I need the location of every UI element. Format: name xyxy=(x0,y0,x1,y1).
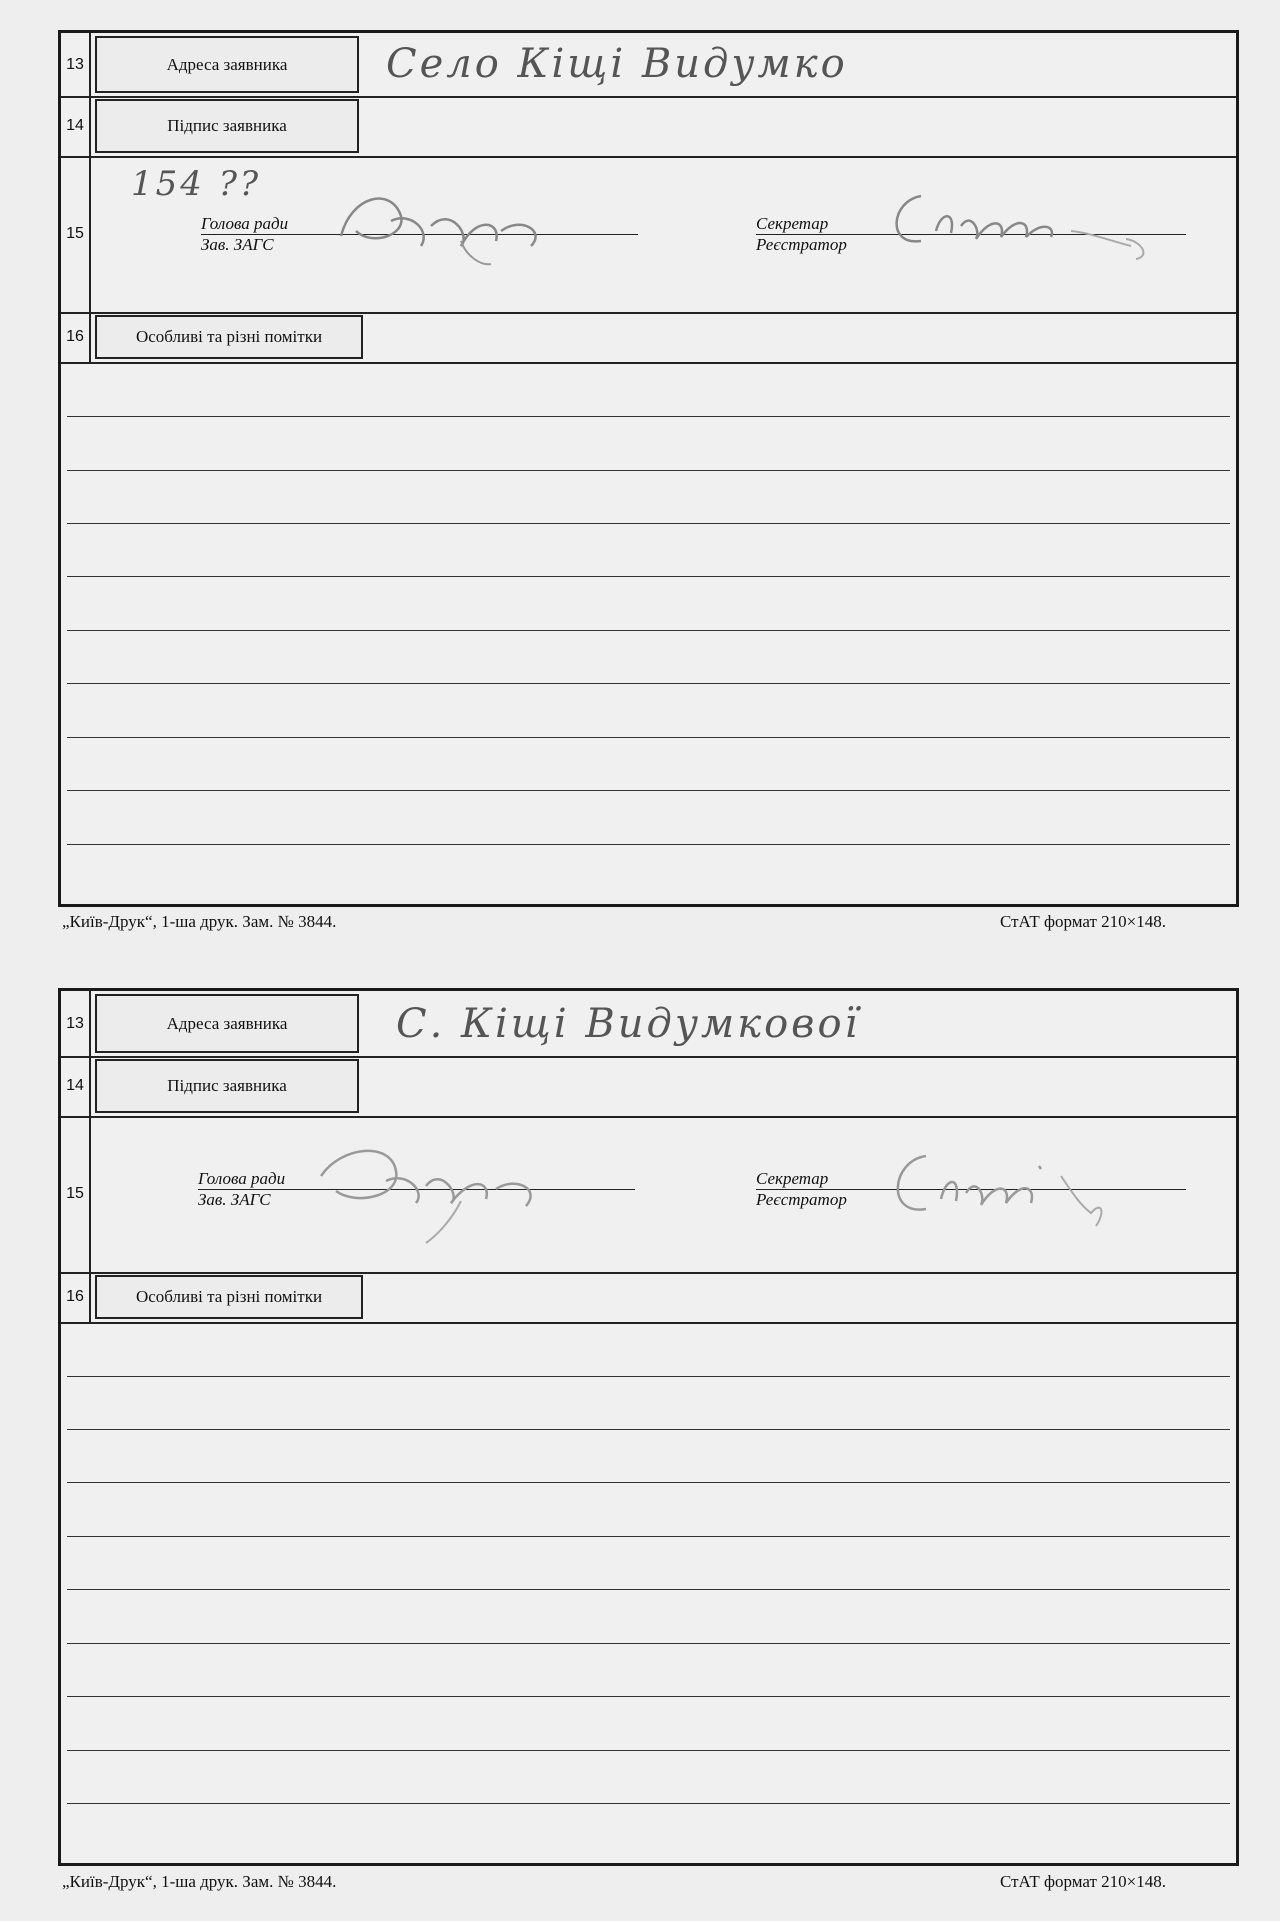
note-line xyxy=(67,1803,1230,1804)
row-14-applicant-signature xyxy=(61,96,1236,158)
row-number: 14 xyxy=(61,96,91,156)
applicant-signature-label: Підпис заявника xyxy=(95,1059,359,1113)
row-number: 16 xyxy=(61,1272,91,1322)
row-number: 16 xyxy=(61,312,91,362)
note-line xyxy=(67,416,1230,417)
note-line xyxy=(67,1750,1230,1751)
row-16-special-notes xyxy=(61,312,1236,364)
special-notes-label: Особливі та різні помітки xyxy=(95,315,363,359)
note-line xyxy=(67,683,1230,684)
applicant-address-label: Адреса заявника xyxy=(95,994,359,1053)
row-number: 15 xyxy=(61,156,91,312)
row-number: 13 xyxy=(61,33,91,96)
secretary-signature-icon xyxy=(881,171,1181,266)
applicant-address-handwritten: С. Кіщі Видумкової xyxy=(396,1001,861,1047)
row-15-officials-signatures xyxy=(61,156,1236,314)
record-number-handwritten: 154 ?? xyxy=(131,164,262,204)
row-13-applicant-address xyxy=(61,33,1236,98)
row-14-applicant-signature xyxy=(61,1056,1236,1118)
secretary-signature-icon xyxy=(881,1131,1181,1236)
head-of-council-label: Голова ради Зав. ЗАГС xyxy=(201,214,289,254)
note-line xyxy=(67,844,1230,845)
note-line xyxy=(67,630,1230,631)
secretary-label: Секретар Реєстратор xyxy=(756,214,847,254)
special-notes-label: Особливі та різні помітки xyxy=(95,1275,363,1319)
registration-form-top xyxy=(58,30,1239,907)
note-line xyxy=(67,1643,1230,1644)
note-line xyxy=(67,790,1230,791)
row-number: 15 xyxy=(61,1116,91,1272)
applicant-signature-label: Підпис заявника xyxy=(95,99,359,153)
note-line xyxy=(67,1376,1230,1377)
note-line xyxy=(67,1482,1230,1483)
note-line xyxy=(67,1429,1230,1430)
printer-imprint: „Київ-Друк“, 1-ша друк. Зам. № 3844. xyxy=(62,1872,337,1891)
row-number: 14 xyxy=(61,1056,91,1116)
registration-form-bottom xyxy=(58,988,1239,1866)
note-line xyxy=(67,1589,1230,1590)
row-15-officials-signatures xyxy=(61,1116,1236,1274)
note-line xyxy=(67,576,1230,577)
printer-imprint: „Київ-Друк“, 1-ша друк. Зам. № 3844. xyxy=(62,912,337,931)
row-16-special-notes xyxy=(61,1272,1236,1324)
form-format-label: СтАТ формат 210×148. xyxy=(1000,912,1166,931)
head-signature-icon xyxy=(301,1131,581,1251)
row-13-applicant-address xyxy=(61,991,1236,1058)
row-number: 13 xyxy=(61,991,91,1056)
note-line xyxy=(67,737,1230,738)
applicant-address-label: Адреса заявника xyxy=(95,36,359,93)
note-line xyxy=(67,470,1230,471)
note-line xyxy=(67,523,1230,524)
note-line xyxy=(67,1696,1230,1697)
secretary-label: Секретар Реєстратор xyxy=(756,1169,847,1209)
head-of-council-label: Голова ради Зав. ЗАГС xyxy=(198,1169,286,1209)
head-signature-icon xyxy=(331,176,571,271)
note-line xyxy=(67,1536,1230,1537)
form-format-label: СтАТ формат 210×148. xyxy=(1000,1872,1166,1891)
applicant-address-handwritten: Село Кіщі Видумко xyxy=(386,41,848,87)
